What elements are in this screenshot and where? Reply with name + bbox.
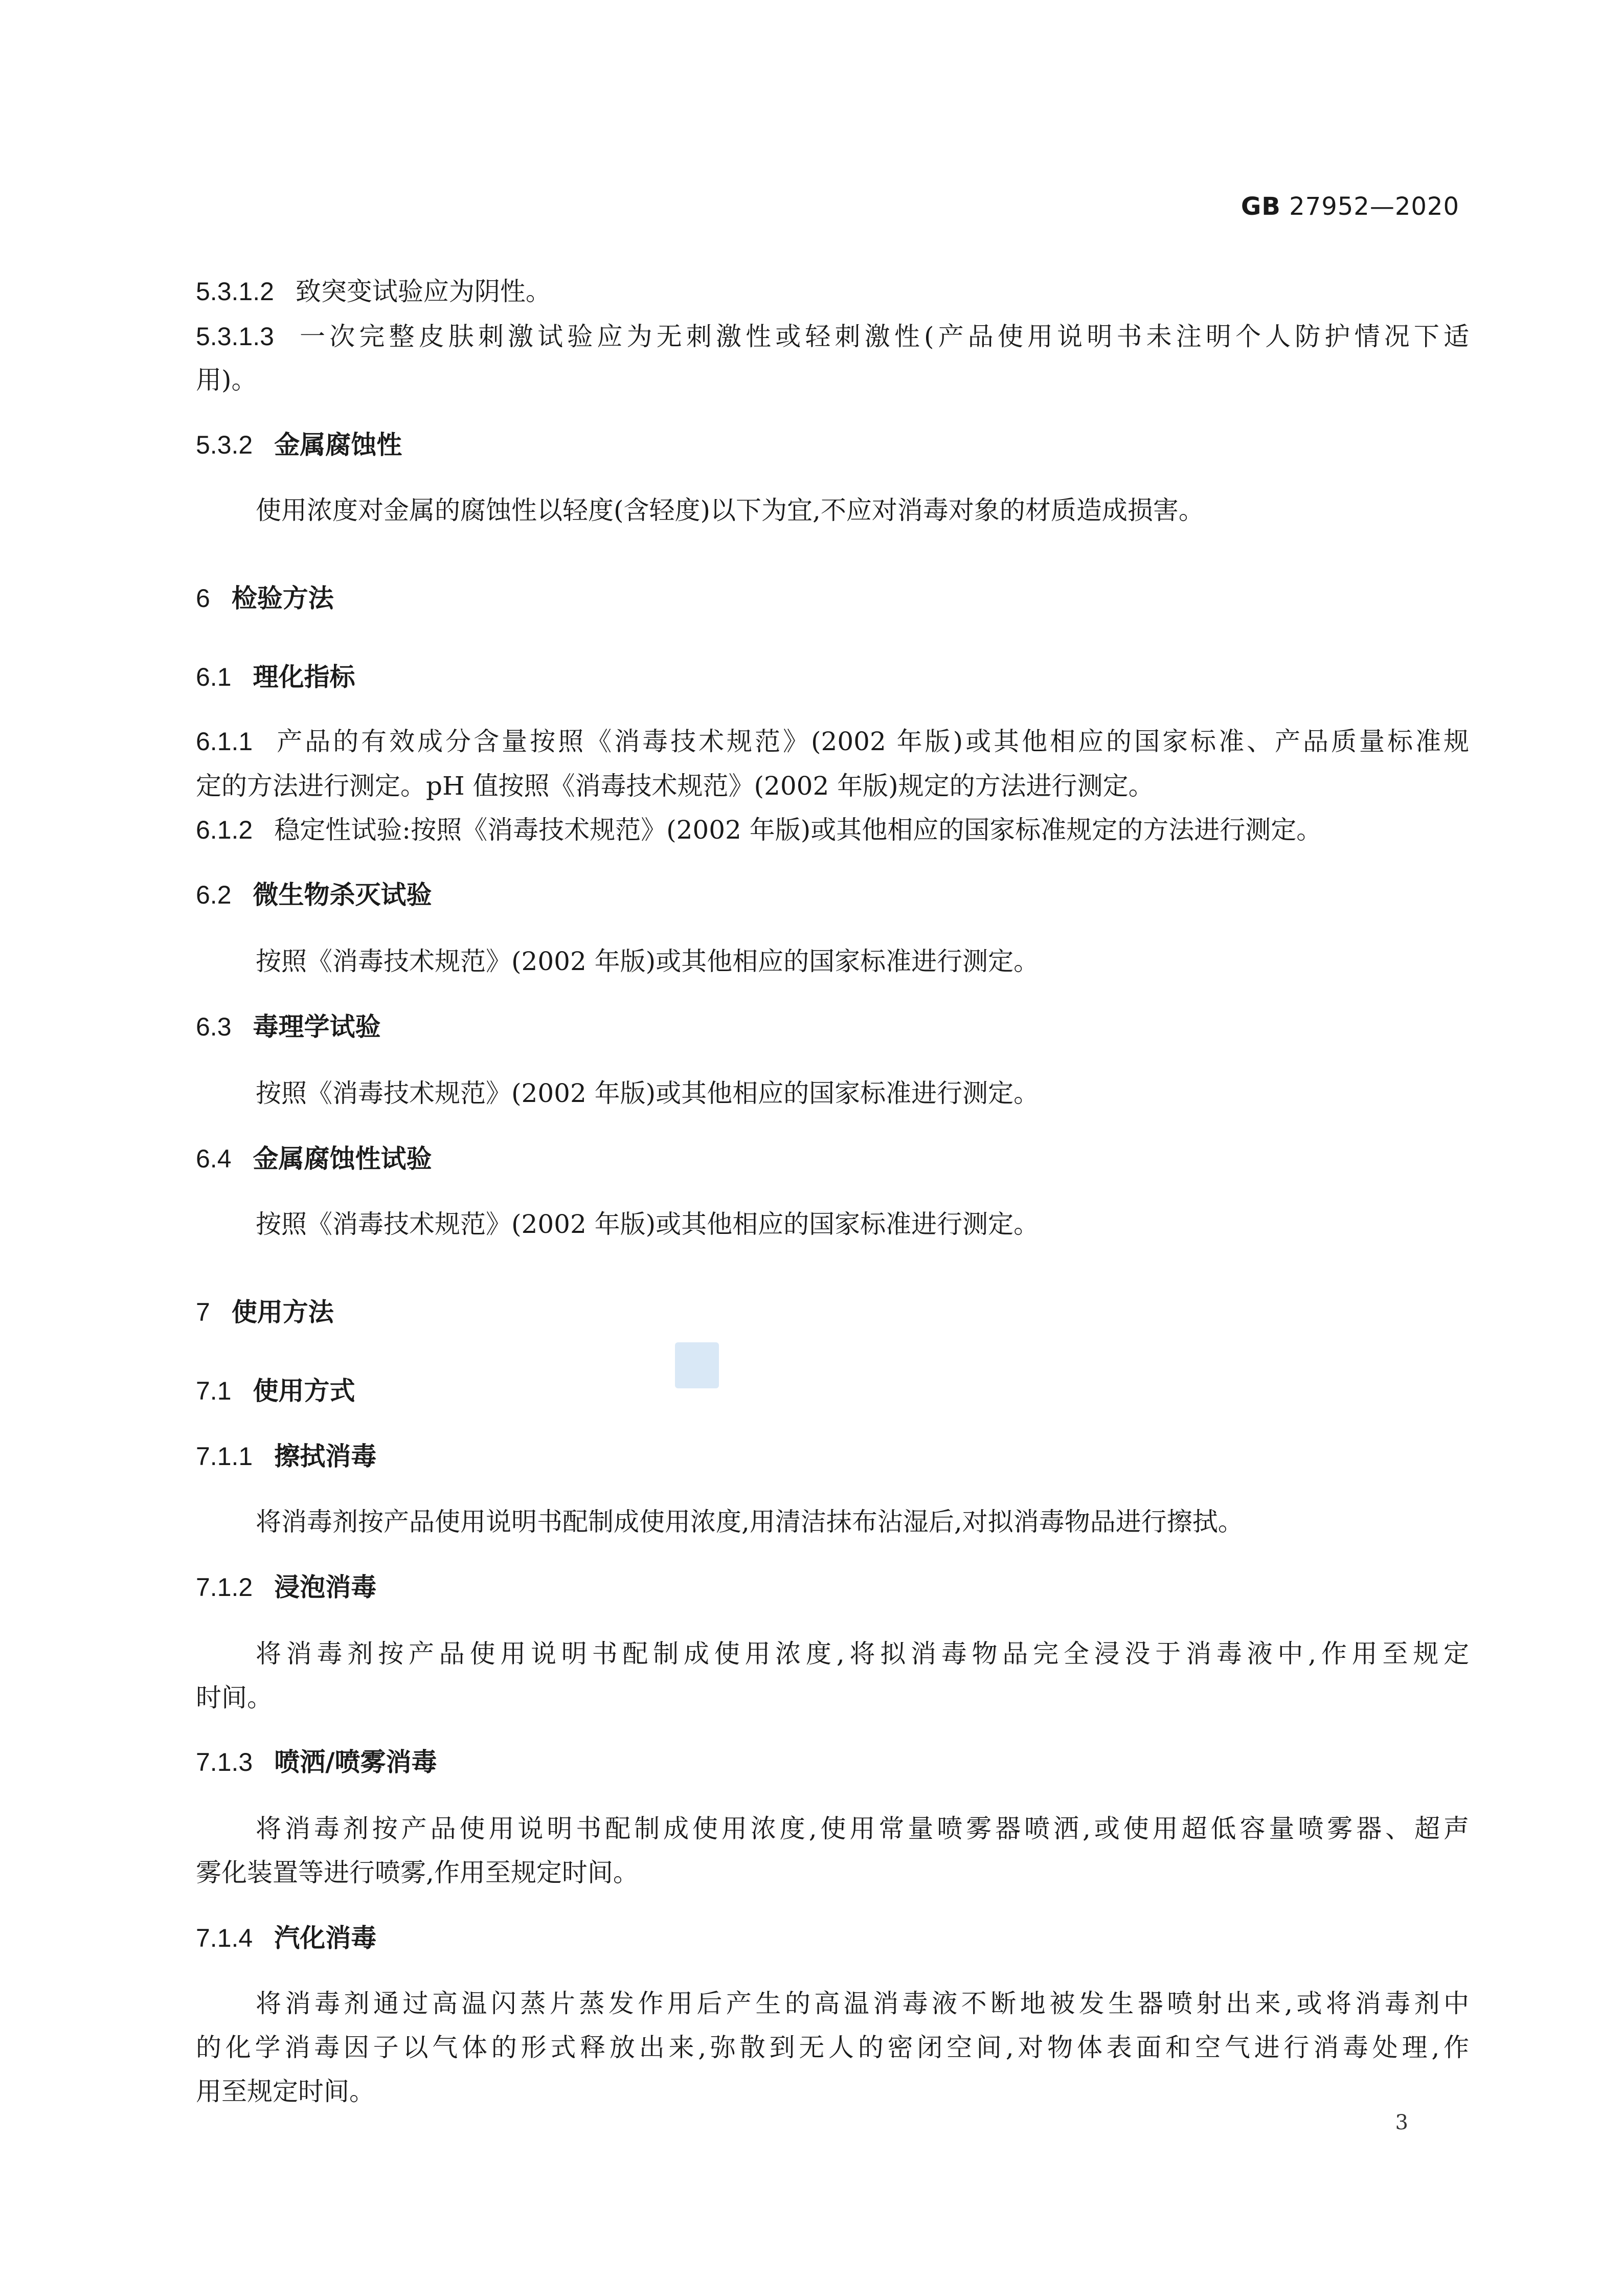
paragraph-6-2: [256, 941, 1039, 978]
heading-title: 喷洒/喷雾消毒: [274, 1747, 437, 1777]
heading-number: 7: [196, 1298, 210, 1326]
paragraph-text-continuation: 用至规定时间。: [196, 2077, 375, 2106]
heading-6: [196, 578, 334, 615]
standard-number-header: [1241, 192, 1459, 221]
heading-7-1-2: [196, 1567, 376, 1604]
clause-number: 5.3.1.2: [196, 277, 274, 306]
clause-number: 5.3.1.3: [196, 322, 274, 351]
heading-5-3-2: [196, 424, 402, 461]
heading-7-1-1: [196, 1436, 376, 1473]
watermark-logo: [675, 1342, 719, 1388]
paragraph-text: 按照《消毒技术规范》(2002 年版)或其他相应的国家标准进行测定。: [256, 1078, 1040, 1108]
heading-title: 使用方法: [231, 1297, 334, 1327]
heading-title: 微生物杀灭试验: [253, 880, 432, 910]
heading-7-1-3: [196, 1742, 437, 1779]
paragraph-7-1-3: [256, 1808, 1469, 1845]
heading-number: 7.1: [196, 1377, 232, 1405]
heading-7-1: [196, 1370, 355, 1407]
clause-text: 稳定性试验:按照《消毒技术规范》(2002 年版)或其他相应的国家标准规定的方法进行测定。: [274, 815, 1322, 845]
paragraph-7-1-4-continuation: [196, 2027, 1469, 2064]
heading-6-3: [196, 1006, 381, 1043]
paragraph-text-continuation: 的化学消毒因子以气体的形式释放出来,弥散到无人的密闭空间,对物体表面和空气进行消毒处理,作: [196, 2033, 1469, 2062]
heading-7-1-4: [196, 1918, 376, 1954]
paragraph-7-1-1: [256, 1501, 1244, 1538]
standard-prefix: GB: [1241, 192, 1281, 221]
heading-title: 浸泡消毒: [274, 1572, 377, 1602]
paragraph-text: 将消毒剂按产品使用说明书配制成使用浓度,用清洁抹布沾湿后,对拟消毒物品进行擦拭。: [256, 1507, 1244, 1537]
paragraph-7-1-2-continuation: [196, 1677, 273, 1714]
paragraph-text: 使用浓度对金属的腐蚀性以轻度(含轻度)以下为宜,不应对消毒对象的材质造成损害。: [256, 496, 1204, 525]
clause-5-3-1-2: [196, 271, 551, 308]
clause-5-3-1-3-continuation: [196, 359, 257, 396]
paragraph-text: 将消毒剂通过高温闪蒸片蒸发作用后产生的高温消毒液不断地被发生器喷射出来,或将消毒剂中: [256, 1989, 1469, 2018]
heading-number: 7.1.3: [196, 1748, 253, 1776]
heading-6-2: [196, 874, 432, 911]
clause-6-1-2: [196, 809, 1322, 846]
paragraph-6-4: [256, 1204, 1039, 1241]
clause-number: 6.1.1: [196, 727, 253, 756]
heading-number: 6.2: [196, 881, 232, 909]
clause-number: 6.1.2: [196, 816, 253, 844]
paragraph-7-1-2: [256, 1633, 1469, 1670]
page-number: 3: [1395, 2111, 1408, 2134]
heading-number: 6.4: [196, 1144, 232, 1173]
heading-title: 使用方式: [253, 1376, 355, 1406]
paragraph-text: 将消毒剂按产品使用说明书配制成使用浓度,使用常量喷雾器喷洒,或使用超低容量喷雾器、超声: [256, 1814, 1469, 1843]
clause-5-3-1-3: [196, 316, 1469, 353]
heading-title: 理化指标: [253, 662, 355, 692]
heading-number: 6: [196, 584, 210, 613]
clause-text-continuation: 定的方法进行测定。pH 值按照《消毒技术规范》(2002 年版)规定的方法进行测定。: [196, 771, 1154, 801]
heading-7: [196, 1292, 334, 1329]
paragraph-5-3-2: [256, 490, 1204, 527]
clause-text-continuation: 用)。: [196, 365, 257, 395]
paragraph-6-3: [256, 1073, 1039, 1110]
heading-6-1: [196, 657, 355, 693]
heading-title: 检验方法: [231, 583, 334, 613]
heading-title: 擦拭消毒: [274, 1442, 377, 1471]
paragraph-text: 按照《消毒技术规范》(2002 年版)或其他相应的国家标准进行测定。: [256, 1209, 1040, 1239]
paragraph-7-1-4-continuation-2: [196, 2071, 375, 2108]
heading-number: 5.3.2: [196, 431, 253, 459]
heading-title: 金属腐蚀性试验: [253, 1144, 432, 1174]
paragraph-text-continuation: 时间。: [196, 1683, 273, 1713]
standard-number: 27952—2020: [1289, 192, 1459, 221]
heading-title: 毒理学试验: [253, 1012, 381, 1042]
clause-text: 产品的有效成分含量按照《消毒技术规范》(2002 年版)或其他相应的国家标准、产品质量标准规: [274, 727, 1469, 756]
paragraph-text: 按照《消毒技术规范》(2002 年版)或其他相应的国家标准进行测定。: [256, 947, 1040, 976]
heading-title: 金属腐蚀性: [274, 430, 402, 460]
clause-6-1-1-continuation: [196, 766, 1154, 802]
clause-text: 致突变试验应为阴性。: [295, 277, 551, 306]
paragraph-text: 将消毒剂按产品使用说明书配制成使用浓度,将拟消毒物品完全浸没于消毒液中,作用至规定: [256, 1639, 1469, 1669]
heading-number: 7.1.1: [196, 1442, 253, 1471]
heading-number: 7.1.2: [196, 1573, 253, 1602]
paragraph-7-1-4: [256, 1983, 1469, 2020]
paragraph-7-1-3-continuation: [196, 1852, 639, 1889]
heading-number: 6.1: [196, 663, 232, 691]
clause-text: 一次完整皮肤刺激试验应为无刺激性或轻刺激性(产品使用说明书未注明个人防护情况下适: [295, 322, 1469, 351]
heading-number: 6.3: [196, 1012, 232, 1041]
paragraph-text-continuation: 雾化装置等进行喷雾,作用至规定时间。: [196, 1858, 639, 1887]
clause-6-1-1: [196, 721, 1469, 758]
heading-title: 汽化消毒: [274, 1923, 377, 1953]
heading-number: 7.1.4: [196, 1924, 253, 1952]
heading-6-4: [196, 1138, 432, 1175]
